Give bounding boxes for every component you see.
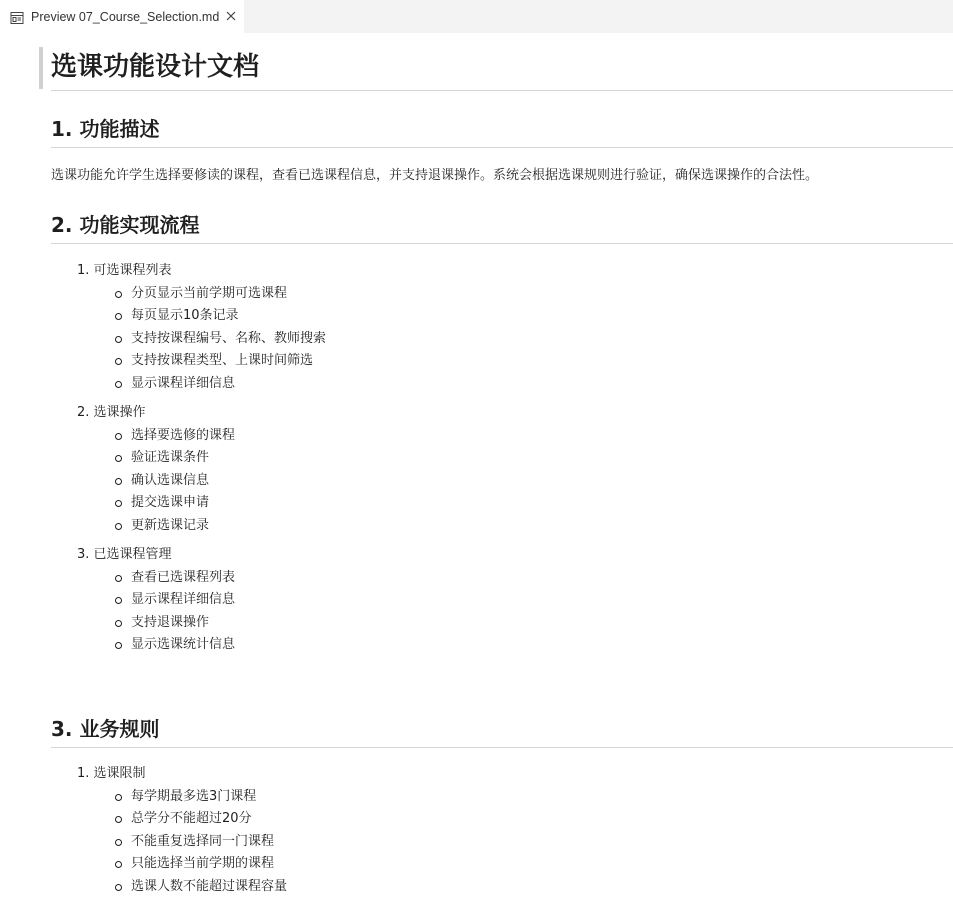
preview-tab[interactable] [0,0,244,33]
flow-step-subitems [77,283,937,395]
list-item [77,261,937,395]
list-item: 提交选课申请 [77,492,937,514]
flow-step-label: 2. 选课操作 [77,405,146,421]
title-accent-bar [39,47,43,89]
list-item [77,545,937,657]
list-item: 支持按课程类型、上课时间筛选 [77,350,937,372]
list-item: 分页显示当前学期可选课程 [77,283,937,305]
list-item: 每页显示10条记录 [77,305,937,327]
list-item: 更新选课记录 [77,515,937,537]
document-title: 选课功能设计文档 [51,47,953,91]
rule-group-label: 1. 选课限制 [77,766,146,781]
editor-tab-bar [0,0,953,33]
list-item: 查看已选课程列表 [77,567,937,589]
flow-step-subitems [77,425,937,537]
list-item: 显示选课统计信息 [77,634,937,656]
list-item: 显示课程详细信息 [77,589,937,611]
section-heading-flow: 2. 功能实现流程 [51,210,953,244]
section-heading-rules: 3. 业务规则 [51,714,953,748]
list-item: 支持按课程编号、名称、教师搜索 [77,328,937,350]
list-item: 选择要选修的课程 [77,425,937,447]
section-heading-description: 1. 功能描述 [51,114,953,148]
list-item: 只能选择当前学期的课程 [77,853,937,875]
tab-title: Preview 07_Course_Selection.md [31,9,220,24]
flow-step-label: 1. 可选课程列表 [77,263,172,278]
list-item: 显示课程详细信息 [77,373,937,395]
flow-step-label: 3. 已选课程管理 [77,547,172,563]
list-item [77,403,937,537]
flow-list [77,261,937,657]
section-description-paragraph: 选课功能允许学生选择要修读的课程，查看已选课程信息，并支持退课操作。系统会根据选课规则进行验证，确保选课操作的合法性。 [51,168,819,183]
list-item: 支持退课操作 [77,612,937,634]
list-item [77,764,937,898]
markdown-preview [0,33,953,920]
close-icon[interactable] [223,8,239,24]
list-item: 选课人数不能超过课程容量 [77,876,937,898]
list-item: 不能重复选择同一门课程 [77,831,937,853]
preview-icon [10,10,24,24]
rules-list [77,764,937,898]
list-item: 验证选课条件 [77,447,937,469]
list-item: 确认选课信息 [77,470,937,492]
list-item: 总学分不能超过20分 [77,808,937,830]
flow-step-subitems [77,567,937,657]
document-title-block [51,47,953,91]
rule-group-subitems [77,786,937,898]
list-item: 每学期最多选3门课程 [77,786,937,808]
